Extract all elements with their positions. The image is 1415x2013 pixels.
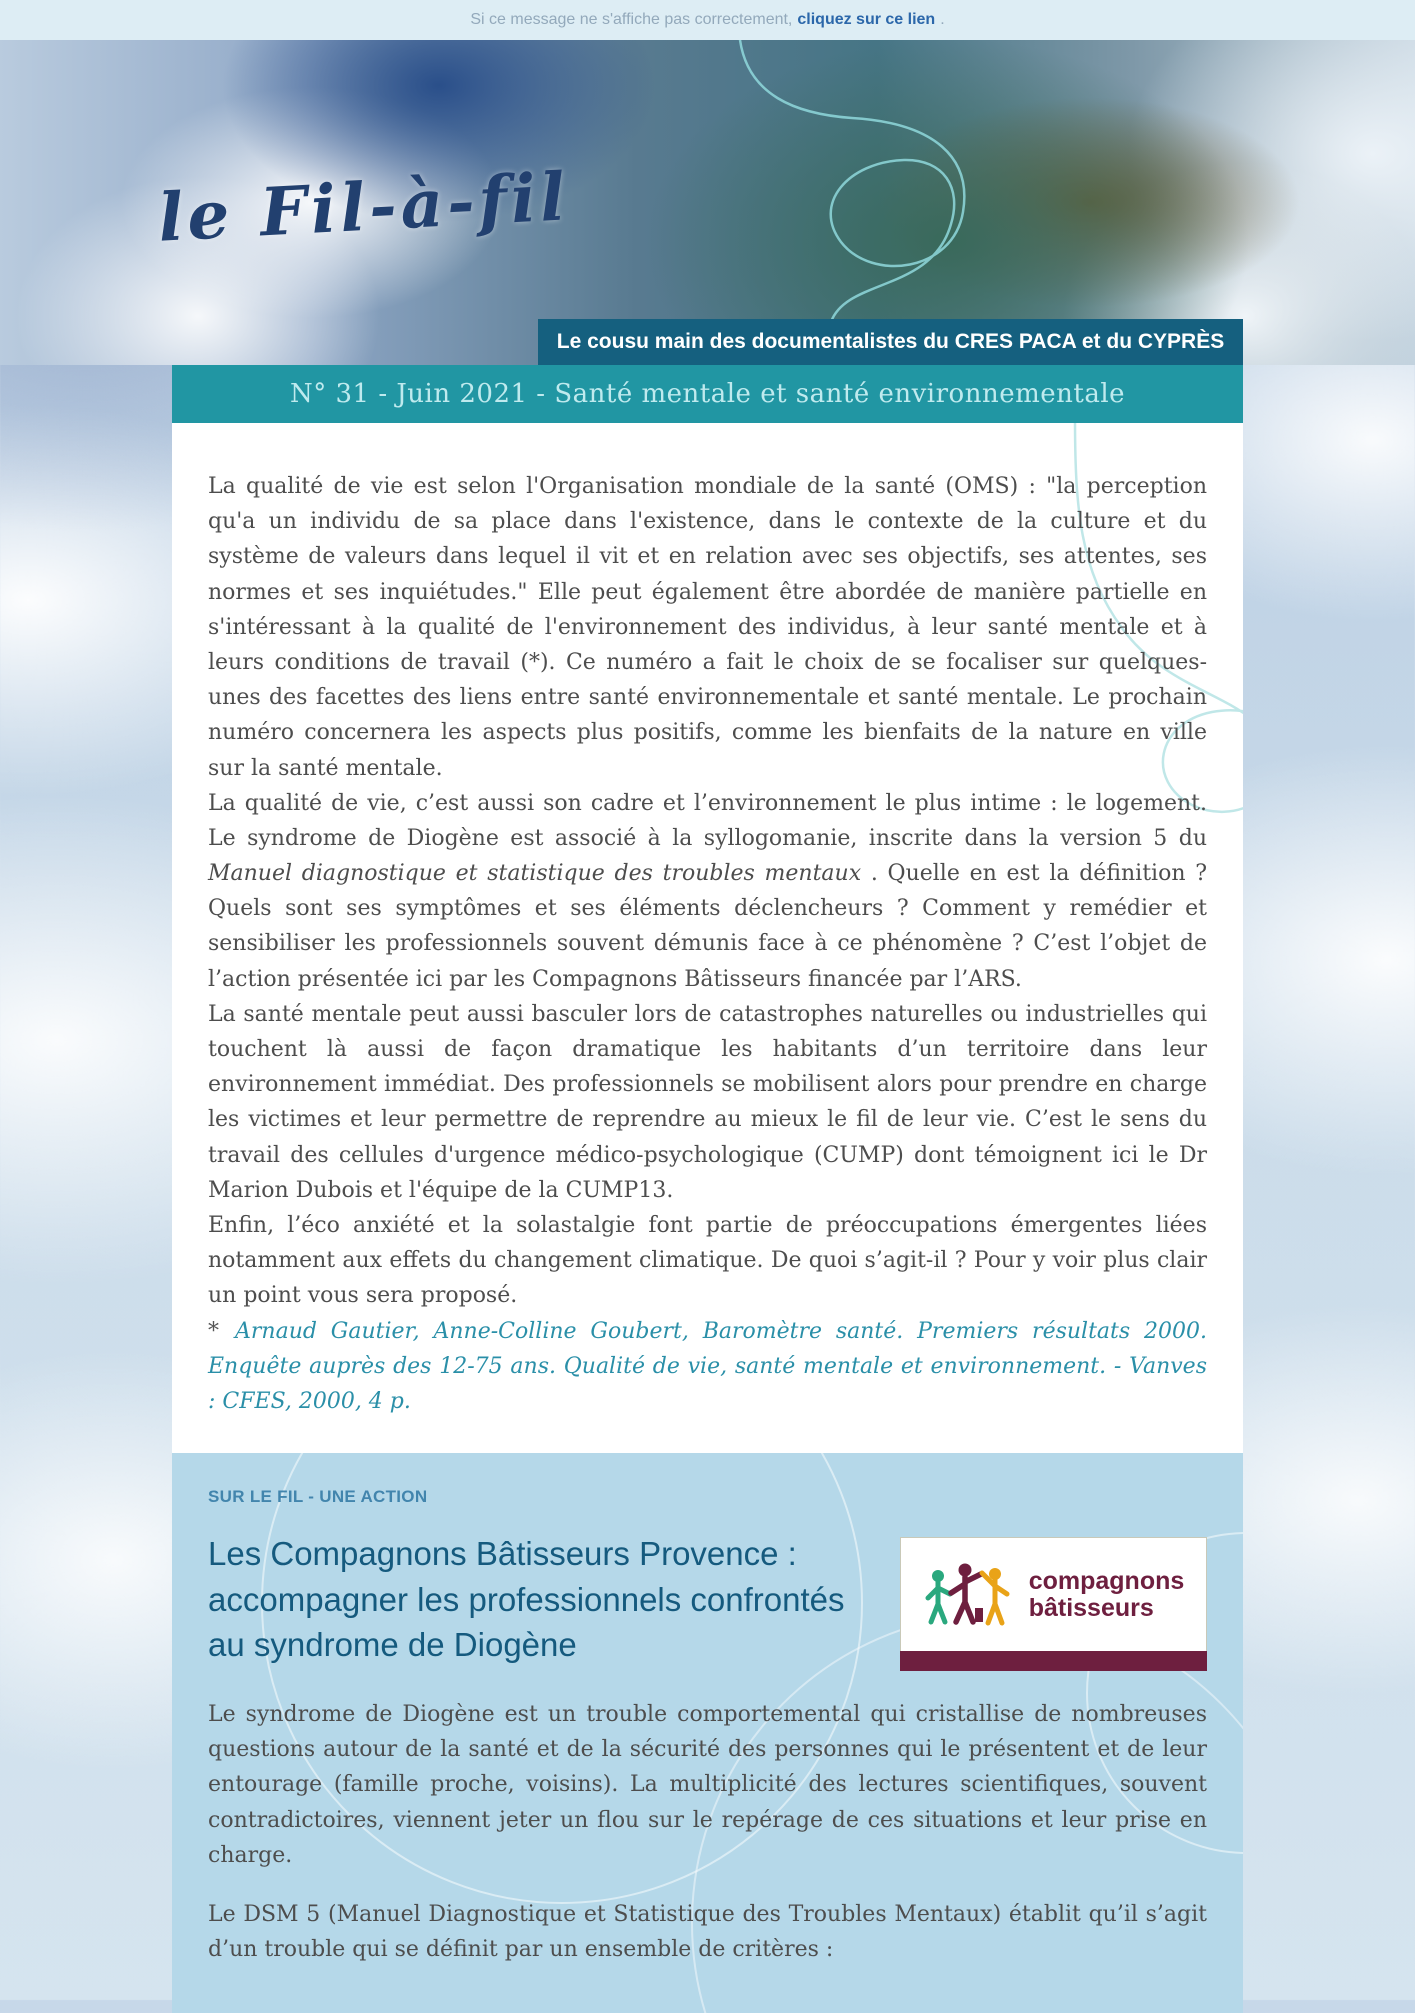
paragraph: La qualité de vie, c’est aussi son cadre et l’environnement le plus intime : le logement. Le syndrome de Diogène est associé à la syllogomanie, inscrite dans la version 5 du Manuel diagnostique et statistique des troubles mentaux . Quelle en est la définition ? Quels sont ses symptômes et ses éléments déclencheurs ? Comment y remédier et sensibiliser les professionnels souvent démunis face à ce phénomène ? C’est l’objet de l’action présentée ici par les Compagnons Bâtisseurs financée par l’ARS. bbox=[208, 790, 1207, 992]
section-kicker: SUR LE FIL - UNE ACTION bbox=[208, 1487, 428, 1507]
paragraph: Enfin, l’éco anxiété et la solastalgie font partie de préoccupations émergentes liées notamment aux effets du changement climatique. De quoi s’agit-il ? Pour y voir plus clair un point vous sera proposé. bbox=[208, 1212, 1207, 1309]
article-paragraphs bbox=[208, 1697, 1207, 1967]
editorial-paragraphs bbox=[208, 469, 1207, 1314]
logo-maroon-bar bbox=[900, 1651, 1207, 1671]
header-image bbox=[0, 40, 1415, 365]
article-title: Les Compagnons Bâtisseurs Provence : accompagner les professionnels confrontés au syndrome de Diogène bbox=[208, 1535, 845, 1664]
citation-asterisk: * bbox=[208, 1318, 219, 1344]
citation-text: Arnaud Gautier, Anne-Colline Goubert, Baromètre santé. Premiers résultats 2000. Enquête auprès des 12-75 ans. Qualité de vie, santé mentale et environnement. - Vanves : CFES, 2000, 4 p. bbox=[208, 1318, 1207, 1414]
reference-citation bbox=[208, 1314, 1207, 1420]
logo-wordmark: compagnons bâtisseurs bbox=[1028, 1566, 1185, 1622]
view-online-suffix: . bbox=[940, 11, 945, 28]
paragraph: La qualité de vie est selon l'Organisation mondiale de la santé (OMS) : "la perception qu'a un individu de sa place dans l'existence, dans le contexte de la culture et du système de valeurs dans lequel il vit et en relation avec ses objectifs, ses attentes, ses normes et ses inquiétudes." Elle peut également être abordée de manière partielle en s'intéressant à la qualité de l'environnement des individus, à leur santé mentale et à leurs conditions de travail (*). Ce numéro a fait le choix de se focaliser sur quelques-unes des facettes des liens entre santé environnementale et santé mentale. Le prochain numéro concernera les aspects plus positifs, comme les bienfaits de la nature en ville sur la santé mentale. bbox=[208, 474, 1207, 781]
paragraph: Le DSM 5 (Manuel Diagnostique et Statistique des Troubles Mentaux) établit qu’il s’agit d’un trouble qui se définit par un ensemble de critères : bbox=[208, 1902, 1207, 1963]
issue-title-bar: N° 31 - Juin 2021 - Santé mentale et santé environnementale bbox=[172, 365, 1243, 423]
editorial-section bbox=[172, 423, 1243, 1453]
paragraph: Le syndrome de Diogène est un trouble comportemental qui cristallise de nombreuses questions autour de la santé et de la sécurité des personnes qui le présentent et de leur entourage (famille proche, voisins). La multiplicité des lectures scientifiques, souvent contradictoires, viennent jeter un flou sur le repérage de ces situations et leur prise en charge. bbox=[208, 1702, 1207, 1868]
action-section bbox=[172, 1453, 1243, 2013]
view-online-link[interactable]: cliquez sur ce lien bbox=[797, 11, 936, 28]
fil-a-fil-logo: le Fil-à-fil bbox=[156, 157, 571, 257]
header-banner: Le cousu main des documentalistes du CRES PACA et du CYPRÈS bbox=[538, 319, 1243, 365]
paragraph: La santé mentale peut aussi basculer lors de catastrophes naturelles ou industrielles qui touchent là aussi de façon dramatique les habitants d’un territoire dans leur environnement immédiat. Des professionnels se mobilisent alors pour prendre en charge les victimes et leur permettre de reprendre au mieux le fil de leur vie. C’est le sens du travail des cellules d'urgence médico-psychologique (CUMP) dont témoignent ici le Dr Marion Dubois et l'équipe de la CUMP13. bbox=[208, 1001, 1207, 1203]
compagnons-batisseurs-logo[interactable] bbox=[900, 1537, 1207, 1671]
view-online-bar bbox=[0, 0, 1415, 40]
logo-figures-icon bbox=[923, 1558, 1015, 1632]
view-online-message: Si ce message ne s'affiche pas correctement, bbox=[470, 11, 793, 28]
